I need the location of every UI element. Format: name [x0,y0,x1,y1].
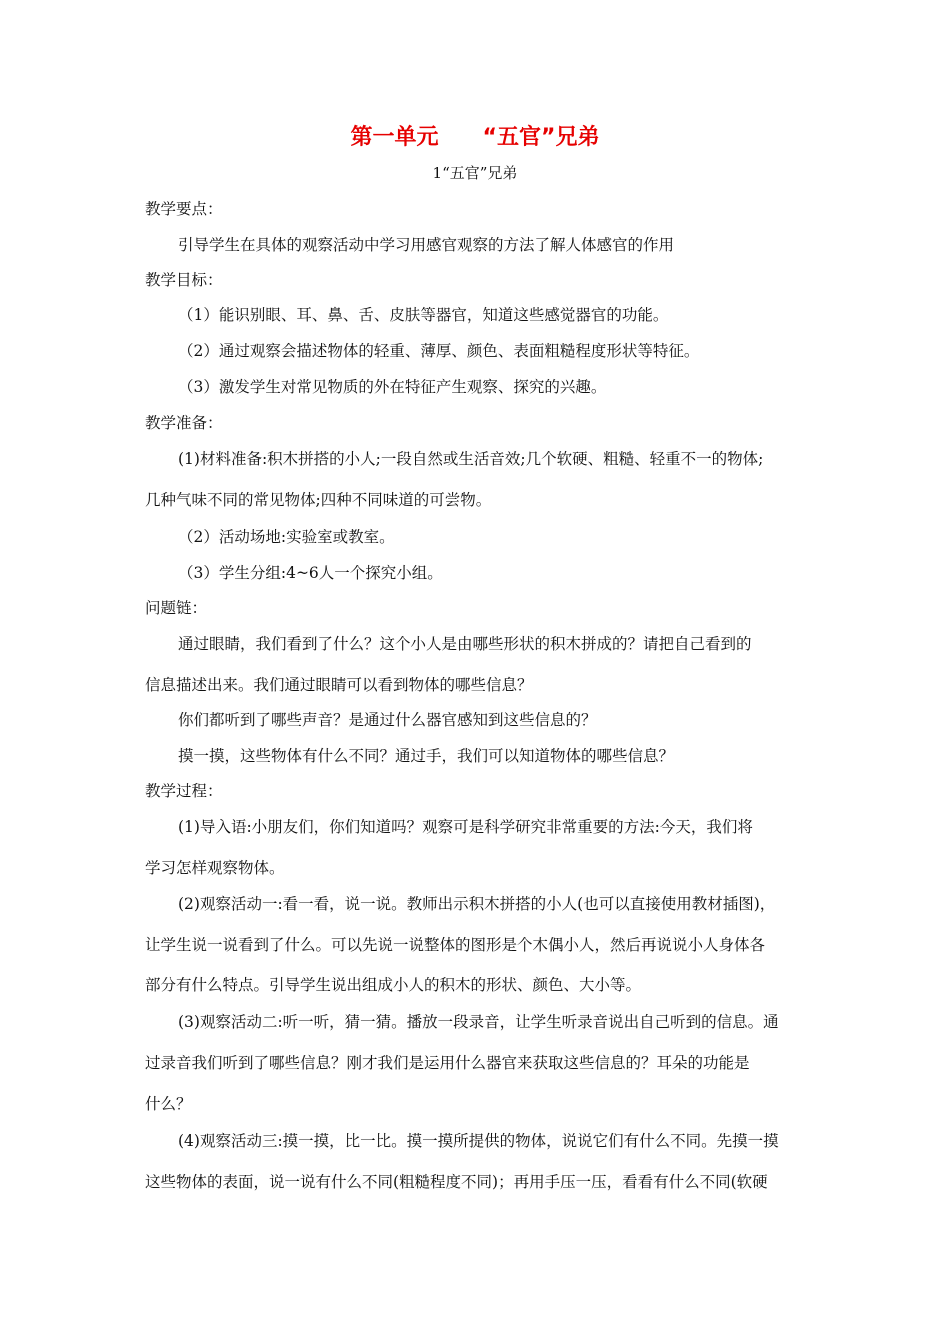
heading-key-points: 教学要点： [145,200,223,218]
objective-item: （3）激发学生对常见物质的外在特征产生观察、探究的兴趣。 [178,378,607,396]
preparation-item: (1)材料准备:积木拼搭的小人;一段自然或生活音效;几个软硬、粗糙、轻重不一的物体; [178,450,764,468]
paragraph-line: 这些物体的表面，说一说有什么不同(粗糙程度不同)；再用手压一压，看看有什么不同(软硬 [145,1173,768,1191]
heading-preparation: 教学准备： [145,414,223,432]
objective-item: （1）能识别眼、耳、鼻、舌、皮肤等器官，知道这些感觉器官的功能。 [178,306,669,324]
process-item: (4)观察活动三:摸一摸，比一比。摸一摸所提供的物体，说说它们有什么不同。先摸一摸 [178,1132,779,1150]
process-item: (2)观察活动一:看一看，说一说。教师出示积木拼搭的小人(也可以直接使用教材插图)， [178,895,776,913]
paragraph-line: 通过眼睛，我们看到了什么？这个小人是由哪些形状的积木拼成的？请把自己看到的 [178,635,752,653]
document-title: 第一单元 “五官”兄弟 [350,125,600,150]
heading-objectives: 教学目标： [145,271,223,289]
paragraph-line: 几种气味不同的常见物体;四种不同味道的可尝物。 [145,491,492,509]
paragraph-line: 让学生说一说看到了什么。可以先说一说整体的图形是个木偶小人，然后再说说小人身体各 [145,936,766,954]
preparation-item: （3）学生分组:4~6人一个探究小组。 [178,564,443,582]
process-item: (1)导入语:小朋友们，你们知道吗？观察可是科学研究非常重要的方法:今天，我们将 [178,818,753,836]
paragraph-line: 过录音我们听到了哪些信息？刚才我们是运用什么器官来获取这些信息的？耳朵的功能是 [145,1054,750,1072]
paragraph-line: 引导学生在具体的观察活动中学习用感官观察的方法了解人体感官的作用 [178,236,675,254]
paragraph-line: 学习怎样观察物体。 [145,859,285,877]
objective-item: （2）通过观察会描述物体的轻重、薄厚、颜色、表面粗糙程度形状等特征。 [178,342,700,360]
paragraph-line: 你们都听到了哪些声音？是通过什么器官感知到这些信息的？ [178,711,597,729]
lesson-subtitle: 1“五官”兄弟 [432,164,518,182]
paragraph-line: 摸一摸，这些物体有什么不同？通过手，我们可以知道物体的哪些信息？ [178,747,675,765]
process-item: (3)观察活动二:听一听，猜一猜。播放一段录音，让学生听录音说出自己听到的信息。通 [178,1013,779,1031]
preparation-item: （2）活动场地:实验室或教室。 [178,528,395,546]
heading-teaching-process: 教学过程： [145,782,223,800]
paragraph-line: 信息描述出来。我们通过眼睛可以看到物体的哪些信息？ [145,676,533,694]
heading-question-chain: 问题链： [145,599,208,617]
paragraph-line: 什么？ [145,1095,192,1113]
paragraph-line: 部分有什么特点。引导学生说出组成小人的积木的形状、颜色、大小等。 [145,976,642,994]
